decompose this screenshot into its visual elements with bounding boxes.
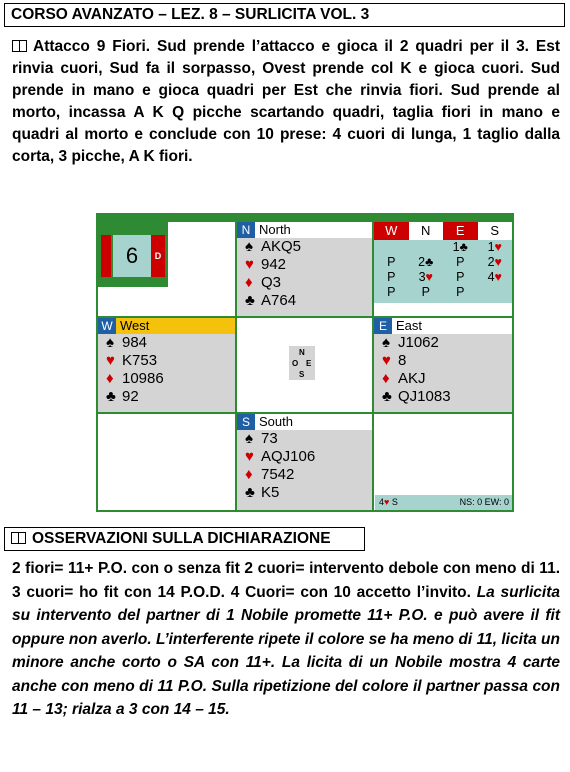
bid-cell: [478, 285, 513, 300]
bid-header-west: W: [374, 222, 409, 240]
heart-icon: ♥: [245, 448, 254, 465]
south-clubs: K5: [261, 484, 280, 501]
north-diamonds: Q3: [261, 274, 282, 291]
bid-cell: 3♥: [418, 270, 433, 284]
bidding-table: [374, 222, 512, 303]
north-hearts: 942: [261, 256, 287, 273]
empty-cell-left: [98, 414, 235, 510]
course-title: CORSO AVANZATO – LEZ. 8 – SURLICITA VOL. 3: [11, 6, 370, 23]
bid-cell: 1♥: [487, 240, 502, 254]
dealer-marker: D: [151, 235, 165, 277]
east-spades: J1062: [398, 334, 439, 351]
west-spades: 984: [122, 334, 148, 351]
west-name: West: [120, 318, 150, 333]
spade-icon: ♠: [106, 334, 114, 351]
diamond-icon: ♦: [106, 370, 114, 387]
bid-cell: 2♥: [487, 255, 502, 269]
bid-cell: P: [421, 285, 430, 299]
diamond-icon: ♦: [382, 370, 390, 387]
south-hearts: AQJ106: [261, 448, 316, 465]
bid-cell: P: [456, 255, 465, 269]
notes-title: OSSERVAZIONI SULLA DICHIARAZIONE: [32, 530, 331, 547]
heart-icon: ♥: [245, 256, 254, 273]
club-icon: ♣: [245, 292, 255, 309]
bid-cell: 1♣: [452, 240, 468, 254]
board-number: 6: [113, 235, 151, 277]
south-hand: [237, 414, 372, 510]
table-center: [237, 318, 372, 412]
club-icon: ♣: [245, 484, 255, 501]
bid-cell: 4♥: [487, 270, 502, 284]
west-hearts: K753: [122, 352, 158, 369]
south-spades: 73: [261, 430, 278, 447]
notes-italic-text: La surlicita su intervento del partner di 1 Nobile promette 11+ P.O. e può avere il fit oppure non averlo. L’interferente ripete il colore se ha meno di 11, licita un minore anche corto o SA con 11+. La licita di un Nobile mostra 4 carte anche con meno di 11 P.O. Sulla ripetizione del colore il partner passa con 11 – 13; rialza a 3 con 14 – 15.: [12, 583, 561, 718]
bid-cell: P: [387, 270, 396, 284]
west-tag: W: [98, 318, 116, 334]
bid-cell: P: [387, 255, 396, 269]
intro-text: Attacco 9 Fiori. Sud prende l’attacco e gioca il 2 quadri per il 3. Est rinvia cuori, Sud fa il sorpasso, Ovest prende col K e gioca cuori. Sud prende in mano e gioca quadri per Est che rinvia fiori. Sud prende al morto, incassa A K Q picche scartando quadri, taglia fiori in mano e quadri al morto e conclude con 10 prese: 4 cuori di lunga, 1 taglio dalla corta, 3 picche, A K fiori.: [12, 38, 560, 165]
spade-icon: ♠: [245, 430, 253, 447]
east-name: East: [396, 318, 423, 333]
bid-header-east: E: [443, 222, 478, 240]
bid-row: [374, 240, 512, 255]
heart-icon: ♥: [382, 352, 391, 369]
diamond-icon: ♦: [245, 466, 253, 483]
bid-cell: 2♣: [418, 255, 434, 269]
north-spades: AKQ5: [261, 238, 302, 255]
east-tag: E: [374, 318, 392, 334]
heart-icon: ♥: [106, 352, 115, 369]
bid-row: [374, 285, 512, 303]
bid-row: [374, 255, 512, 270]
south-name: South: [259, 414, 293, 429]
club-icon: ♣: [106, 388, 116, 405]
south-tag: S: [237, 414, 255, 430]
north-hand: [237, 222, 372, 316]
notes-paragraph: [12, 557, 560, 722]
bidding-header: [374, 222, 512, 240]
spade-icon: ♠: [245, 238, 253, 255]
section-header-course: [4, 3, 565, 27]
west-clubs: 92: [122, 388, 139, 405]
east-diamonds: AKJ: [398, 370, 426, 387]
bid-cell: P: [456, 270, 465, 284]
south-diamonds: 7542: [261, 466, 295, 483]
bid-cell: [374, 240, 409, 255]
board-number-cell: [98, 222, 235, 316]
bid-cell: P: [387, 285, 396, 299]
east-hand: [374, 318, 512, 412]
book-icon: [12, 40, 27, 52]
bid-cell: P: [456, 285, 465, 299]
contract-status-bar: [375, 495, 512, 510]
north-tag: N: [237, 222, 255, 238]
book-icon: [11, 532, 26, 544]
compass-icon: N O E S: [289, 346, 315, 380]
bid-header-north: N: [409, 222, 444, 240]
west-diamonds: 10986: [122, 370, 164, 387]
contract-label: 4♥ S: [379, 497, 398, 507]
club-icon: ♣: [382, 388, 392, 405]
north-name: North: [259, 222, 291, 237]
score-label: NS: 0 EW: 0: [459, 497, 509, 507]
vul-red-left: [101, 235, 111, 277]
west-hand: [98, 318, 235, 412]
bid-row: [374, 270, 512, 285]
spade-icon: ♠: [382, 334, 390, 351]
section-header-notes: [4, 527, 365, 551]
notes-plain-text: 2 fiori= 11+ P.O. con o senza fit 2 cuori= intervento debole con meno di 11. 3 cuori= ho fit con 14 P.O.D. 4 Cuori= con 10 accetto l’invito.: [12, 560, 560, 601]
east-clubs: QJ1083: [398, 388, 451, 405]
intro-paragraph: [12, 36, 560, 168]
bid-header-south: S: [478, 222, 513, 240]
bid-cell: [409, 240, 444, 255]
diamond-icon: ♦: [245, 274, 253, 291]
north-clubs: A764: [261, 292, 297, 309]
east-hearts: 8: [398, 352, 407, 369]
